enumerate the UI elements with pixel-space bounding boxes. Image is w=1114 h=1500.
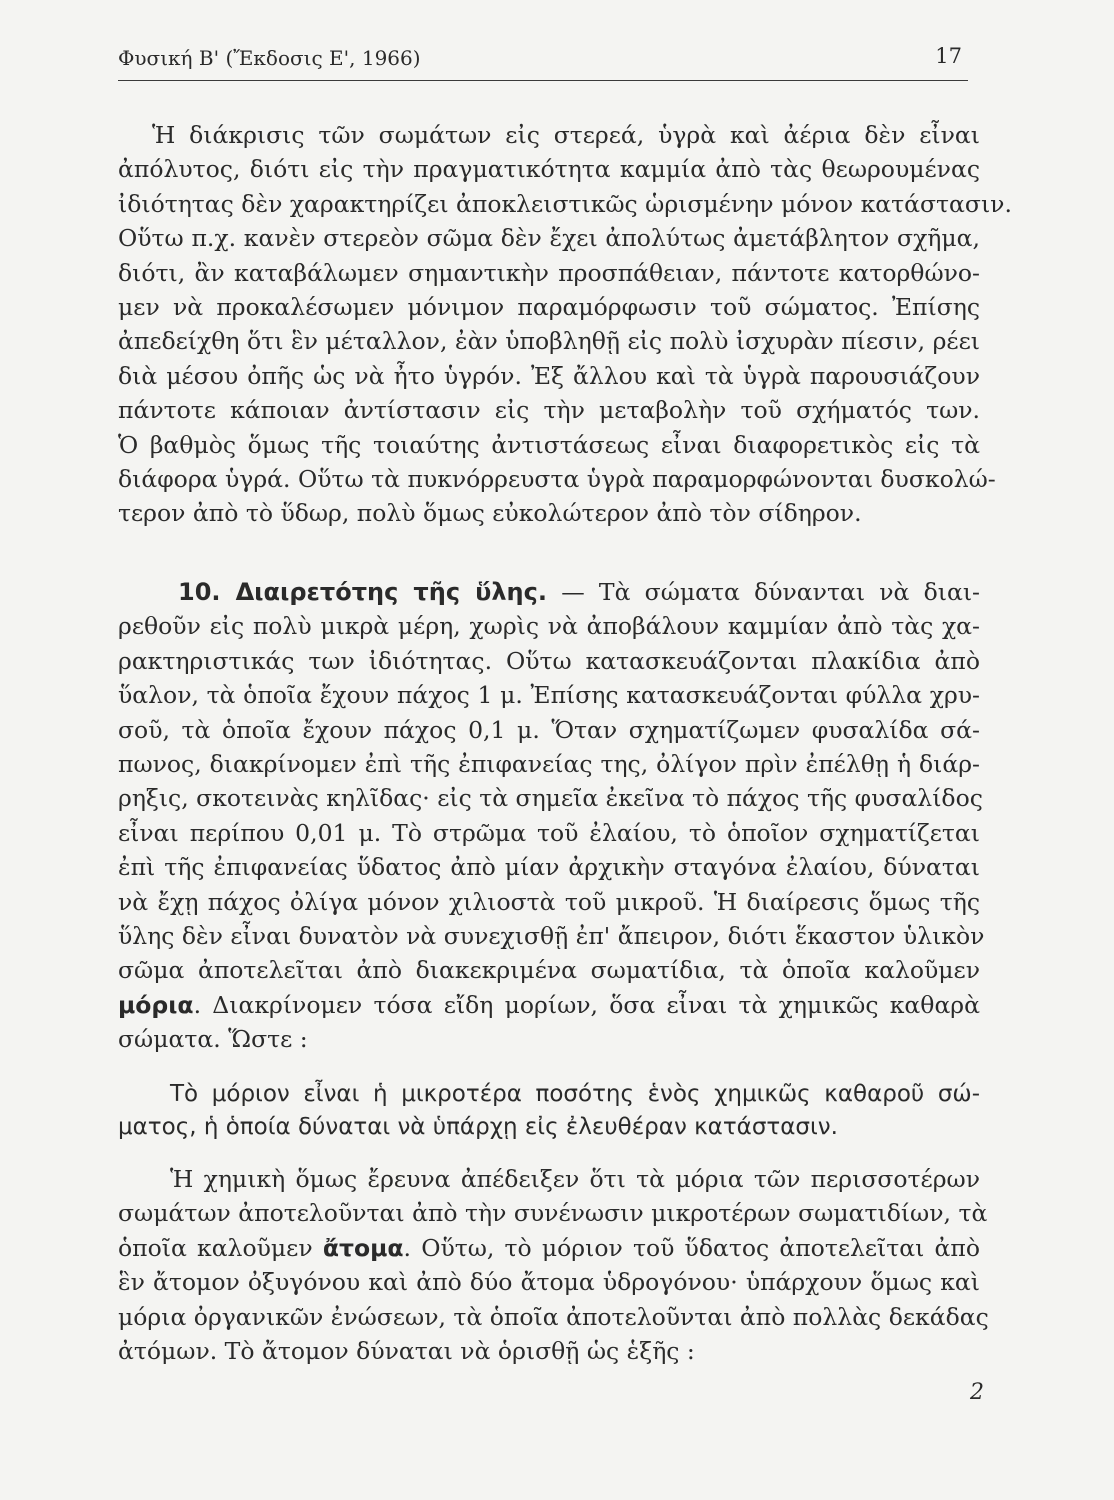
text-line: νὰ ἔχῃ πάχος ὀλίγα μόνον χιλιοστὰ τοῦ μικροῦ. Ἡ διαίρεσις ὅμως τῆς	[118, 887, 980, 916]
text-line: μεν νὰ προκαλέσωμεν μόνιμον παραμόρφωσιν τοῦ σώματος. Ἐπίσης	[118, 293, 980, 322]
atoma-prefix: ὁποῖα καλοῦμεν	[118, 1233, 323, 1262]
paragraph-atoms	[118, 1162, 989, 1368]
text-line: σοῦ, τὰ ὁποῖα ἔχουν πάχος 0,1 μ. Ὅταν σχηματίζωμεν φυσαλίδα σά-	[118, 715, 980, 744]
text-line: ἓν ἄτομον ὀξυγόνου καὶ ἀπὸ δύο ἄτομα ὑδρογόνου· ὑπάρχουν ὅμως καὶ	[118, 1268, 980, 1297]
text-line: τερον ἀπὸ τὸ ὕδωρ, πολὺ ὅμως εὐκολώτερον ἀπὸ τὸν σίδηρον.	[118, 499, 862, 528]
text-line: σωμάτων ἀποτελοῦνται ἀπὸ τὴν συνένωσιν μικροτέρων σωματιδίων, τὰ	[118, 1199, 988, 1228]
text-line: Ὁ βαθμὸς ὅμως τῆς τοιαύτης ἀντιστάσεως εἶναι διαφορετικὸς εἰς τὰ	[118, 430, 980, 459]
text-line: πωνος, διακρίνομεν ἐπὶ τῆς ἐπιφανείας της, ὀλίγον πρὶν ἐπέλθῃ ἡ διάρ-	[118, 750, 980, 779]
text-line: ὕαλον, τὰ ὁποῖα ἔχουν πάχος 1 μ. Ἐπίσης κατασκευάζονται φύλλα χρυ-	[118, 681, 980, 710]
text-line: διότι, ἂν καταβάλωμεν σημαντικὴν προσπάθειαν, πάντοτε κατορθώνο-	[118, 258, 980, 287]
section-divisibility	[118, 575, 985, 1057]
text-line: σῶμα ἀποτελεῖται ἀπὸ διακεκριμένα σωματίδια, τὰ ὁποῖα καλοῦμεν	[118, 956, 980, 985]
text-line: ἰδιότητας δὲν χαρακτηρίζει ἀποκλειστικῶς ὡρισμένην μόνον κατάστασιν.	[118, 189, 1012, 218]
definition-line: Τὸ μόριον εἶναι ἡ μικροτέρα ποσότης ἑνὸς χημικῶς καθαροῦ σώ-	[170, 1081, 980, 1107]
text-line: εἶναι περίπου 0,01 μ. Τὸ στρῶμα τοῦ ἐλαίου, τὸ ὁποῖον σχηματίζεται	[118, 818, 980, 847]
text-line: σώματα. Ὥστε :	[118, 1025, 308, 1054]
atoma-line	[118, 1231, 980, 1265]
text-line: ρηξις, σκοτεινὰς κηλῖδας· εἰς τὰ σημεῖα ἐκεῖνα τὸ πάχος τῆς φυσαλίδος	[118, 784, 983, 813]
term-moria: μόρια	[118, 990, 194, 1019]
section-title: 10. Διαιρετότης τῆς ὕλης.	[178, 578, 547, 606]
text-line: Ἡ διάκρισις τῶν σωμάτων εἰς στερεά, ὑγρὰ καὶ ἀέρια δὲν εἶναι	[152, 121, 980, 149]
text-line: ἀπεδείχθη ὅτι ἓν μέταλλον, ἐὰν ὑποβληθῇ εἰς πολὺ ἰσχυρὰν πίεσιν, ρέει	[118, 327, 980, 356]
text-line: ὕλης δὲν εἶναι δυνατὸν νὰ συνεχισθῇ ἐπ' ἄπειρον, διότι ἕκαστον ὑλικὸν	[118, 922, 985, 951]
text-line: ἀτόμων. Τὸ ἄτομον δύναται νὰ ὁρισθῇ ὡς ἑξῆς :	[118, 1337, 695, 1366]
text-line: ἐπὶ τῆς ἐπιφανείας ὕδατος ἀπὸ μίαν ἀρχικὴν σταγόνα ἐλαίου, δύναται	[118, 853, 980, 882]
text-line: μόρια ὀργανικῶν ἐνώσεων, τὰ ὁποῖα ἀποτελοῦνται ἀπὸ πολλὰς δεκάδας	[118, 1302, 989, 1331]
text-line: ρακτηριστικάς των ἰδιότητας. Οὕτω κατασκευάζονται πλακίδια ἀπὸ	[118, 646, 980, 675]
section-first-line-text: — Τὰ σώματα δύνανται νὰ διαι-	[546, 578, 980, 606]
text-line: πάντοτε κάποιαν ἀντίστασιν εἰς τὴν μεταβολὴν τοῦ σχήματός των.	[118, 396, 980, 425]
term-atoma: ἄτομα	[322, 1233, 404, 1262]
text-line: ρεθοῦν εἰς πολὺ μικρὰ μέρη, χωρὶς νὰ ἀποβάλουν καμμίαν ἀπὸ τὰς χα-	[118, 612, 980, 641]
text-line: Οὕτω π.χ. κανὲν στερεὸν σῶμα δὲν ἔχει ἀπολύτως ἀμετάβλητον σχῆμα,	[118, 224, 980, 253]
signature-mark: 2	[970, 1380, 984, 1405]
paragraph-states-of-matter	[118, 118, 1012, 531]
definition-molecule	[118, 1078, 980, 1144]
text-line: ἀπόλυτος, διότι εἰς τὴν πραγματικότητα καμμία ἀπὸ τὰς θεωρουμένας	[118, 155, 980, 184]
atoma-rest: . Οὕτω, τὸ μόριον τοῦ ὕδατος ἀποτελεῖται ἀπὸ	[403, 1233, 980, 1262]
text-line: Ἡ χημικὴ ὅμως ἔρευνα ἀπέδειξεν ὅτι τὰ μόρια τῶν περισσοτέρων	[170, 1165, 980, 1193]
page-number: 17	[935, 44, 962, 68]
moria-line-text: . Διακρίνομεν τόσα εἴδη μορίων, ὅσα εἶναι τὰ χημικῶς καθαρὰ	[193, 990, 980, 1019]
definition-line: ματος, ἡ ὁποία δύναται νὰ ὑπάρχῃ εἰς ἐλευθέραν κατάστασιν.	[118, 1114, 838, 1140]
text-line: διὰ μέσου ὀπῆς ὡς νὰ ἦτο ὑγρόν. Ἐξ ἄλλου καὶ τὰ ὑγρὰ παρουσιάζουν	[118, 361, 980, 390]
page-header	[118, 40, 968, 81]
text-line: διάφορα ὑγρά. Οὕτω τὰ πυκνόρρευστα ὑγρὰ παραμορφώνονται δυσκολώ-	[118, 465, 996, 494]
moria-line	[118, 988, 980, 1022]
section-first-line	[118, 575, 980, 609]
running-title: Φυσική Β' (Ἔκδοσις Ε', 1966)	[118, 46, 421, 70]
